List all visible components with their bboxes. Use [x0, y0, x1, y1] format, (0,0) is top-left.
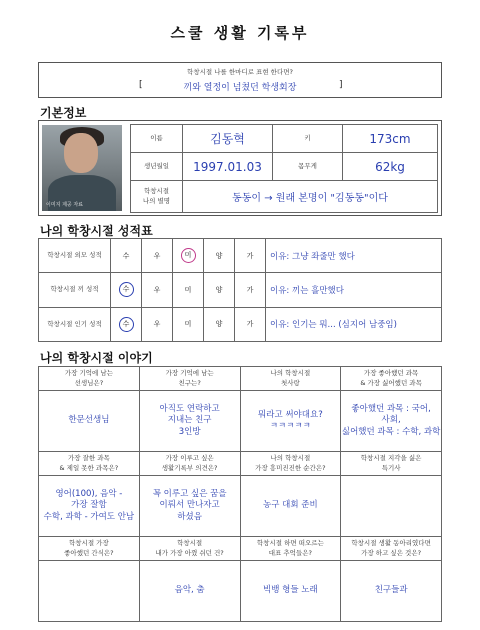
story-answer [341, 476, 442, 537]
story-answer [139, 391, 240, 452]
story-question-line: 학창시절 생활 동아리였다면 [351, 539, 431, 548]
grade-row [39, 239, 442, 273]
grade-label: 학창시절 인기 성적 [39, 307, 111, 341]
story-question [240, 537, 341, 561]
story-answer-line: 이뤄서 만나자고 [159, 500, 220, 511]
motto-question: 학창시절 나를 한마디로 표현 한다면? [187, 68, 293, 76]
grade-letter: 가 [246, 251, 254, 260]
grade-letter: 미 [184, 285, 192, 294]
grade-option [204, 307, 235, 341]
grade-letter: 양 [215, 285, 223, 294]
story-question-line: 좋아했던 간식은? [64, 548, 114, 557]
story-question-line: 가장 이루고 싶은 [165, 454, 214, 463]
story-question [139, 537, 240, 561]
name-value: 김동혁 [183, 125, 273, 153]
story-question-row [39, 367, 442, 391]
story-answer-line: 지내는 친구 [167, 415, 212, 426]
grade-letter: 수 [119, 282, 134, 297]
bracket-open: [ [139, 80, 143, 90]
grade-option [235, 239, 266, 273]
motto-answer: 끼와 열정이 넘쳤던 학생회장 [183, 83, 297, 93]
birth-label: 생년월일 [131, 153, 183, 181]
story-question-line: 학창시절 [177, 539, 203, 548]
grade-reason: 이유: 인기는 뭐... (심지어 남중임) [266, 307, 442, 341]
grades-table [38, 238, 442, 342]
story-answer [341, 391, 442, 452]
story-question-line: & 가장 싫어했던 과목 [360, 378, 422, 387]
birth-value: 1997.01.03 [183, 153, 273, 181]
grade-letter: 미 [181, 248, 196, 263]
nickname-value: 동동이 → 원래 본명이 "김동동"이다 [183, 181, 438, 213]
height-label: 키 [273, 125, 343, 153]
story-question-line: 친구는? [178, 378, 201, 387]
story-answer-line: 농구 대회 준비 [263, 500, 318, 511]
nickname-label [131, 181, 183, 213]
story-answer-line: 음악, 춤 [174, 585, 205, 596]
profile-photo [42, 125, 122, 211]
grade-label: 학창시절 외모 성적 [39, 239, 111, 273]
grade-option [142, 307, 173, 341]
story-answer [139, 561, 240, 622]
story-question [341, 367, 442, 391]
grades-section-title: 나의 학창시절 성적표 [40, 224, 153, 238]
basic-info-table [130, 124, 438, 213]
story-question [39, 452, 140, 476]
story-answer [240, 561, 341, 622]
nickname-label-line-2: 나의 별명 [142, 196, 171, 205]
grade-letter: 수 [122, 251, 130, 260]
grade-option [235, 307, 266, 341]
story-answer [240, 391, 341, 452]
story-question-line: 생활기록부 의견은? [161, 463, 218, 472]
grade-option [204, 273, 235, 307]
grade-option [173, 273, 204, 307]
name-label: 이름 [131, 125, 183, 153]
story-question-line: 가장 잘한 과목 [67, 454, 110, 463]
grade-letter: 양 [215, 251, 223, 260]
story-question [139, 367, 240, 391]
story-section-title: 나의 학창시절 이야기 [40, 351, 153, 365]
grade-option [111, 307, 142, 341]
story-answer [39, 561, 140, 622]
story-question [341, 537, 442, 561]
grade-letter: 우 [153, 320, 161, 329]
story-question-row [39, 452, 442, 476]
grade-option [111, 273, 142, 307]
grade-letter: 미 [184, 320, 192, 329]
nickname-label-line-1: 학창시절 [143, 187, 170, 196]
story-question [39, 537, 140, 561]
story-answer-row [39, 476, 442, 537]
grade-letter: 우 [153, 285, 161, 294]
grade-row [39, 273, 442, 307]
story-question-line: 나의 학창시절 [270, 454, 311, 463]
story-answer [341, 561, 442, 622]
story-question-line: 가장 좋아했던 과목 [363, 369, 419, 378]
story-question-line: 가장 기억에 남는 [165, 369, 214, 378]
grade-letter: 가 [246, 320, 254, 329]
story-answer-line: 수학, 과학 - 가여도 안남 [43, 511, 135, 522]
story-table [38, 366, 442, 622]
story-answer-line: 좋아했던 과목 : 국어, [351, 404, 431, 415]
grade-option [173, 239, 204, 273]
story-question-line: 대표 추억들은? [268, 548, 312, 557]
grade-reason: 이유: 끼는 흘만했다 [266, 273, 442, 307]
grade-option [235, 273, 266, 307]
story-answer-line: 하셨음 [177, 511, 202, 522]
story-answer-line: 싫어했던 과목 : 수학, 과학 [341, 426, 441, 437]
grade-letter: 양 [215, 320, 223, 329]
grade-row [39, 307, 442, 341]
grade-label: 학창시절 끼 성적 [39, 273, 111, 307]
story-question-line: 첫사랑 [280, 378, 300, 387]
story-question-line: 학창시절 하면 떠오르는 [256, 539, 324, 548]
story-answer-line: 빅뱅 형들 노래 [263, 585, 318, 596]
story-answer-row [39, 391, 442, 452]
story-question [240, 367, 341, 391]
story-question-line: 학창시절 가장 [69, 539, 109, 548]
story-answer-line: 꼭 이루고 싶은 꿈을 [152, 489, 227, 500]
story-answer-line: 뭐라고 써야대요? [258, 409, 323, 420]
story-answer-line: 친구들과 [374, 585, 408, 596]
story-question-line: 선생님은? [74, 378, 104, 387]
story-question-line: 특기사 [381, 463, 401, 472]
story-question [39, 367, 140, 391]
story-answer-line: 가장 잘함 [71, 500, 107, 511]
grade-option [142, 273, 173, 307]
story-answer-row [39, 561, 442, 622]
photo-face [64, 133, 98, 173]
story-answer-line: 한문선생님 [68, 415, 110, 426]
grade-option [142, 239, 173, 273]
story-answer-line: 3인방 [178, 426, 201, 437]
story-question [139, 452, 240, 476]
grade-option [204, 239, 235, 273]
bracket-close: ] [339, 80, 343, 90]
grade-letter: 가 [246, 285, 254, 294]
story-answer-line: 사회, [381, 415, 401, 426]
photo-caption: 이미지 제공 자료 [46, 202, 83, 208]
story-answer [240, 476, 341, 537]
grade-letter: 우 [153, 251, 161, 260]
story-question-line: 가장 기억에 남는 [64, 369, 113, 378]
story-question-row [39, 537, 442, 561]
story-question [240, 452, 341, 476]
story-question-line: 가장 흥미진진한 순간은? [255, 463, 326, 472]
grade-option [173, 307, 204, 341]
story-question-line: 학창시절 지각을 싫은 [360, 454, 422, 463]
grade-reason: 이유: 그냥 좌줄만 했다 [266, 239, 442, 273]
story-answer [39, 391, 140, 452]
story-answer [39, 476, 140, 537]
story-question-line: & 제일 못한 과목은? [59, 463, 119, 472]
grade-option [111, 239, 142, 273]
grade-letter: 수 [119, 317, 134, 332]
page-title: 스쿨 생활 기록부 [170, 24, 310, 42]
story-answer-line: 영어(100), 음악 - [55, 489, 123, 500]
story-answer-line: 아직도 연락하고 [159, 404, 220, 415]
height-value: 173cm [343, 125, 438, 153]
story-question [341, 452, 442, 476]
story-question-line: 내가 가장 아꼈 쉬던 건? [155, 548, 224, 557]
motto-box [38, 62, 442, 98]
weight-label: 몸무게 [273, 153, 343, 181]
weight-value: 62kg [343, 153, 438, 181]
basic-section-title: 기본정보 [40, 106, 87, 120]
story-question-line: 가장 하고 싶은 것은? [361, 548, 422, 557]
story-answer [139, 476, 240, 537]
story-question-line: 나의 학창시절 [270, 369, 311, 378]
story-answer-line: ㅋㅋㅋㅋㅋ [269, 421, 311, 431]
